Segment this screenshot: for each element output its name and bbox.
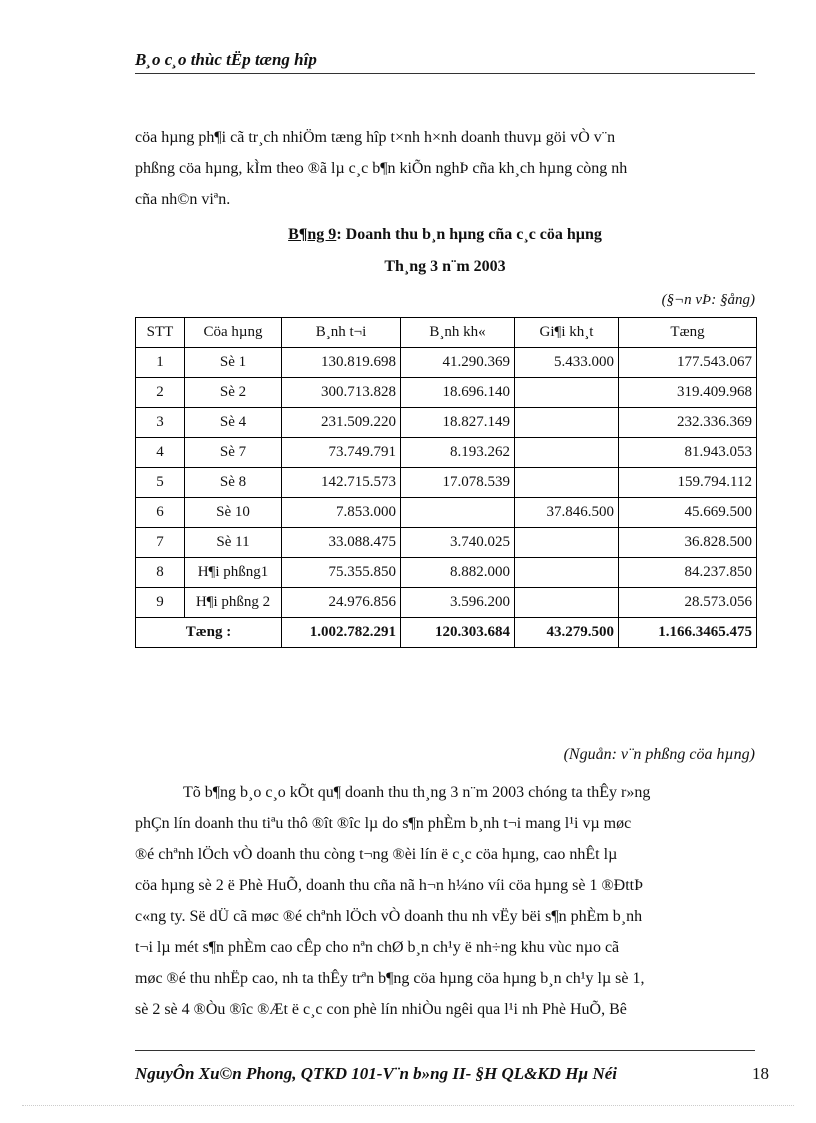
cell-fresh: 231.509.220 — [282, 408, 401, 438]
footer-author: NguyÔn Xu©n Phong, QTKD 101-V¨n b»ng II- §H QL&KD Hµ Néi — [135, 1064, 618, 1083]
cell-drink — [515, 468, 619, 498]
cell-fresh: 24.976.856 — [282, 588, 401, 618]
cell-total: 36.828.500 — [619, 528, 757, 558]
running-header: B¸o c¸o thùc tËp tæng hîp — [135, 50, 317, 69]
cell-stt: 6 — [136, 498, 185, 528]
cell-dry — [401, 498, 515, 528]
cell-total: 81.943.053 — [619, 438, 757, 468]
cell-fresh: 7.853.000 — [282, 498, 401, 528]
analysis-line: møc ®é thu nhËp cao, nh ta thÊy trªn b¶ng cöa hµng cöa hµng b¸n ch¹y lµ sè 1, — [135, 970, 645, 987]
header-drink: Gi¶i kh¸t — [515, 318, 619, 348]
cell-dry: 3.740.025 — [401, 528, 515, 558]
page-number: 18 — [752, 1064, 769, 1083]
cell-dry: 17.078.539 — [401, 468, 515, 498]
analysis-line: t¬i lµ mét s¶n phÈm cao cÊp cho nªn chØ b¸n ch¹y ë nh÷ng khu vùc nµo cã — [135, 939, 620, 956]
cell-total: 84.237.850 — [619, 558, 757, 588]
table-row — [136, 438, 757, 468]
total-drink: 43.279.500 — [515, 618, 619, 648]
cell-dry: 8.193.262 — [401, 438, 515, 468]
cell-drink — [515, 438, 619, 468]
table-row — [136, 408, 757, 438]
cell-stt: 7 — [136, 528, 185, 558]
intro-line: cña nh©n viªn. — [135, 191, 231, 208]
table-row — [136, 378, 757, 408]
total-fresh: 1.002.782.291 — [282, 618, 401, 648]
cell-store: Sè 4 — [185, 408, 282, 438]
analysis-line: phÇn lín doanh thu tiªu thô ®ît ®îc lµ do s¶n phÈm b¸nh t¬i mang l¹i vµ møc — [135, 815, 632, 832]
cell-store: Sè 1 — [185, 348, 282, 378]
intro-line: cöa hµng ph¶i cã tr¸ch nhiÖm tæng hîp t×nh h×nh doanh thuvµ göi vÒ v¨n — [135, 129, 616, 146]
cell-drink — [515, 528, 619, 558]
table-label: B¶ng 9 — [288, 226, 337, 243]
table-row — [136, 498, 757, 528]
analysis-line: c«ng ty. Së dÜ cã møc ®é chªnh lÖch vÒ doanh thu nh vËy bëi s¶n phÈm b¸nh — [135, 908, 643, 925]
table-row — [136, 588, 757, 618]
cell-total: 45.669.500 — [619, 498, 757, 528]
header-stt: STT — [136, 318, 185, 348]
cell-dry: 41.290.369 — [401, 348, 515, 378]
cell-drink: 5.433.000 — [515, 348, 619, 378]
cell-dry: 3.596.200 — [401, 588, 515, 618]
total-label: Tæng : — [136, 618, 282, 648]
footer-rule — [135, 1050, 755, 1051]
table-header-row — [136, 318, 757, 348]
cell-store: Sè 2 — [185, 378, 282, 408]
header-dry: B¸nh kh« — [401, 318, 515, 348]
cell-fresh: 300.713.828 — [282, 378, 401, 408]
cell-fresh: 142.715.573 — [282, 468, 401, 498]
page-edge — [22, 1105, 794, 1106]
source-note: (Nguån: v¨n phßng cöa hµng) — [563, 746, 755, 763]
cell-stt: 9 — [136, 588, 185, 618]
cell-store: H¶i phßng 2 — [185, 588, 282, 618]
cell-total: 177.543.067 — [619, 348, 757, 378]
cell-fresh: 130.819.698 — [282, 348, 401, 378]
header-store: Cöa hµng — [185, 318, 282, 348]
cell-fresh: 33.088.475 — [282, 528, 401, 558]
cell-dry: 18.827.149 — [401, 408, 515, 438]
cell-dry: 18.696.140 — [401, 378, 515, 408]
cell-drink — [515, 378, 619, 408]
table-row — [136, 468, 757, 498]
cell-fresh: 75.355.850 — [282, 558, 401, 588]
cell-stt: 2 — [136, 378, 185, 408]
revenue-table — [135, 317, 757, 648]
total-total: 1.166.3465.475 — [619, 618, 757, 648]
intro-line: phßng cöa hµng, kÌm theo ®ã lµ c¸c b¶n kiÕn nghÞ cña kh¸ch hµng còng nh — [135, 160, 628, 177]
cell-total: 28.573.056 — [619, 588, 757, 618]
analysis-line: ®é chªnh lÖch vÒ doanh thu còng t¬ng ®èi lín ë c¸c cöa hµng, cao nhÊt lµ — [135, 846, 618, 863]
cell-fresh: 73.749.791 — [282, 438, 401, 468]
cell-stt: 3 — [136, 408, 185, 438]
analysis-line: cöa hµng sè 2 ë Phè HuÕ, doanh thu cña nã h¬n h¼no víi cöa hµng sè 1 ®ÐttÞ — [135, 877, 643, 894]
cell-dry: 8.882.000 — [401, 558, 515, 588]
table-subtitle: Th¸ng 3 n¨m 2003 — [384, 258, 506, 275]
cell-store: Sè 7 — [185, 438, 282, 468]
analysis-line: sè 2 sè 4 ®Òu ®îc ®Æt ë c¸c con phè lín nhiÒu ngêi qua l¹i nh Phè HuÕ, Bê — [135, 1001, 627, 1018]
table-row — [136, 528, 757, 558]
header-total: Tæng — [619, 318, 757, 348]
table-title: : Doanh thu b¸n hµng cña c¸c cöa hµng — [336, 226, 602, 243]
cell-drink: 37.846.500 — [515, 498, 619, 528]
table-total-row — [136, 618, 757, 648]
cell-total: 232.336.369 — [619, 408, 757, 438]
table-row — [136, 558, 757, 588]
unit-note: (§¬n vÞ: §ång) — [661, 292, 755, 308]
header-fresh: B¸nh t¬i — [282, 318, 401, 348]
analysis-paragraph — [135, 777, 755, 1025]
header-rule — [135, 73, 755, 74]
table-caption — [135, 226, 755, 244]
cell-stt: 8 — [136, 558, 185, 588]
cell-stt: 1 — [136, 348, 185, 378]
cell-drink — [515, 588, 619, 618]
cell-store: H¶i phßng1 — [185, 558, 282, 588]
table-row — [136, 348, 757, 378]
cell-total: 159.794.112 — [619, 468, 757, 498]
intro-paragraph — [135, 122, 755, 215]
cell-total: 319.409.968 — [619, 378, 757, 408]
cell-store: Sè 10 — [185, 498, 282, 528]
analysis-line: Tõ b¶ng b¸o c¸o kÕt qu¶ doanh thu th¸ng 3 n¨m 2003 chóng ta thÊy r»ng — [183, 784, 651, 801]
cell-stt: 4 — [136, 438, 185, 468]
cell-drink — [515, 558, 619, 588]
total-dry: 120.303.684 — [401, 618, 515, 648]
cell-store: Sè 11 — [185, 528, 282, 558]
cell-stt: 5 — [136, 468, 185, 498]
cell-drink — [515, 408, 619, 438]
cell-store: Sè 8 — [185, 468, 282, 498]
